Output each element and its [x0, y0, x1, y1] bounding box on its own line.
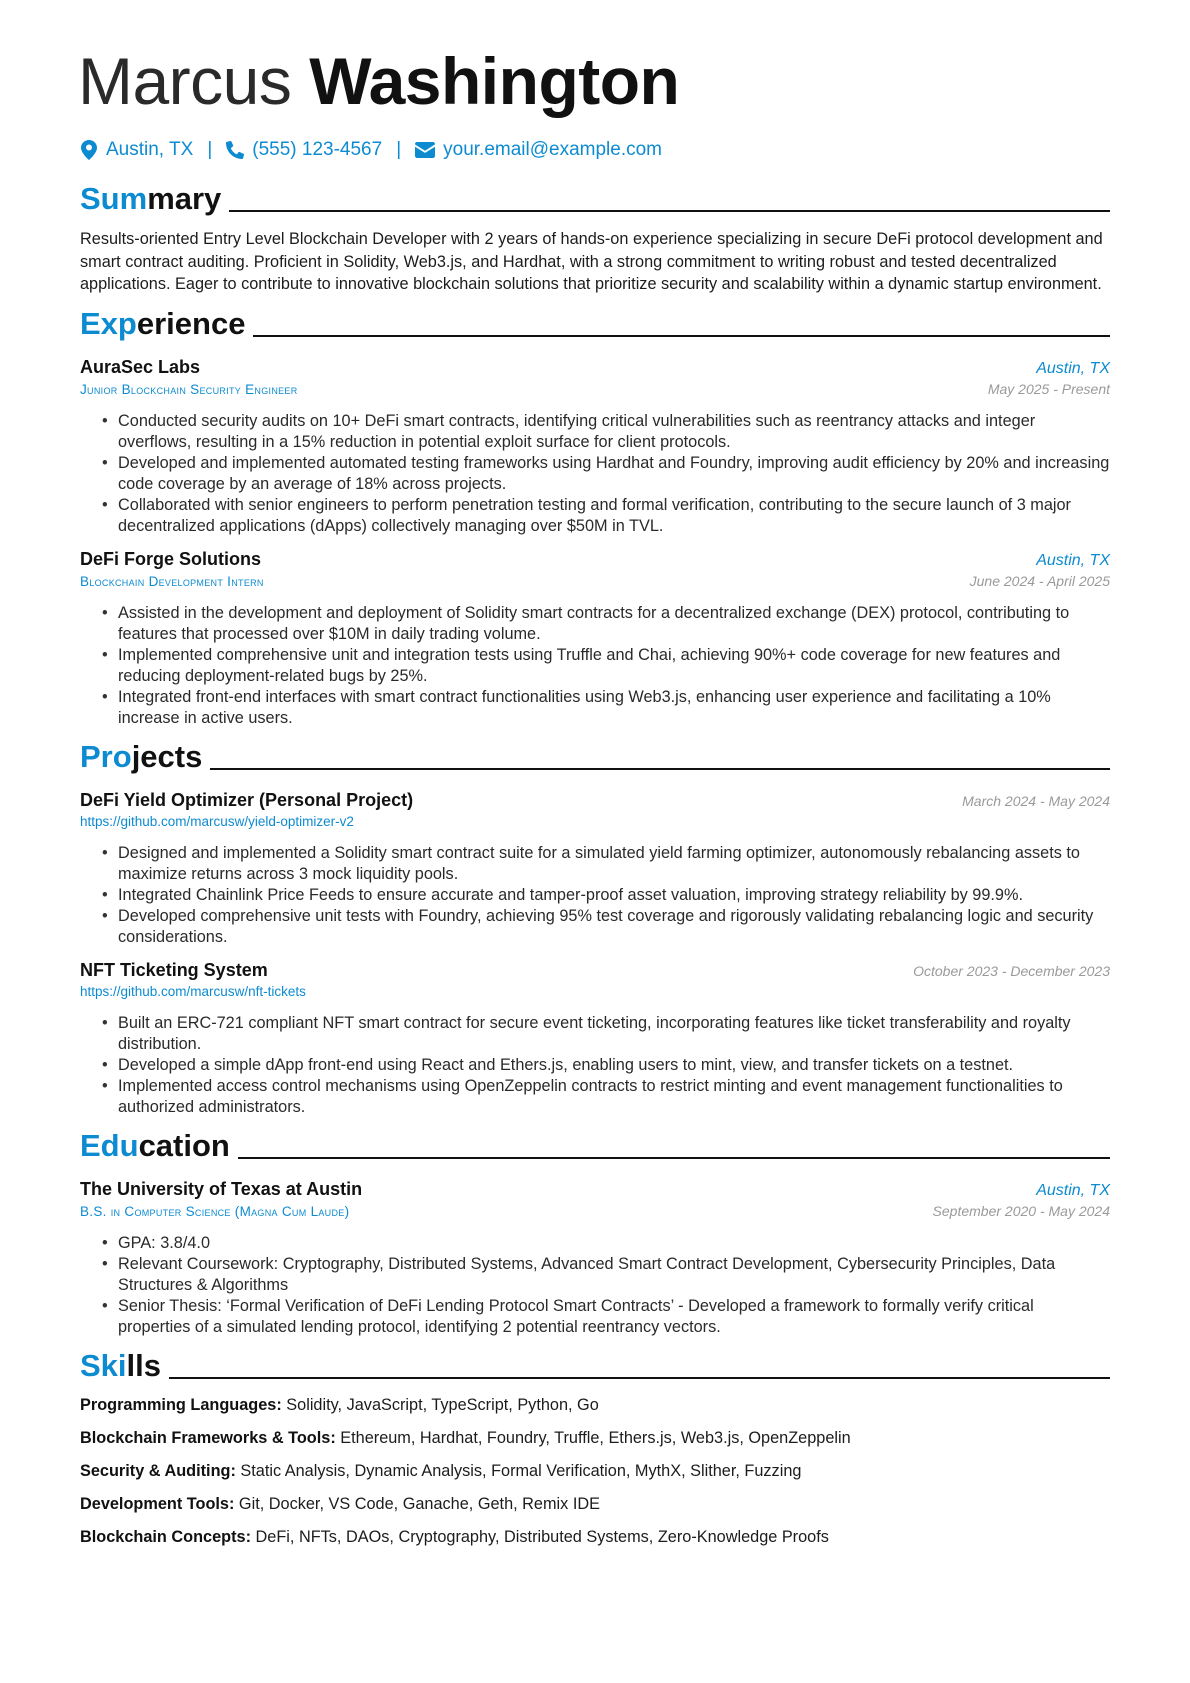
- project-link[interactable]: https://github.com/marcusw/yield-optimizer-v2: [80, 813, 354, 829]
- skill-row: [80, 1527, 1110, 1548]
- section-rule: [253, 335, 1110, 337]
- education-entry: [80, 1179, 1110, 1338]
- job-location: Austin, TX: [1036, 551, 1110, 569]
- contact-separator: |: [207, 139, 213, 160]
- skills-list: [80, 1395, 1110, 1548]
- phone-text[interactable]: (555) 123-4567: [252, 139, 383, 160]
- job-dates: June 2024 - April 2025: [969, 572, 1110, 589]
- map-marker-icon: [80, 140, 98, 160]
- section-heading-experience: Experience: [80, 308, 1110, 339]
- project-bullets: [80, 843, 1110, 948]
- job-location: Austin, TX: [1036, 359, 1110, 377]
- candidate-name: [78, 44, 1110, 118]
- company-name: AuraSec Labs: [80, 356, 201, 377]
- job-title: Blockchain Development Intern: [80, 573, 264, 589]
- email-text[interactable]: your.email@example.com: [443, 139, 662, 160]
- section-rule: [238, 1157, 1110, 1159]
- degree: B.S. in Computer Science (Magna Cum Laude): [80, 1203, 350, 1219]
- project-dates: October 2023 - December 2023: [913, 962, 1110, 979]
- bullet-item: • Built an ERC-721 compliant NFT smart contract for secure event ticketing, incorporating features like ticket transferability and royalty distribution.: [118, 1013, 1110, 1055]
- contact-phone[interactable]: [226, 139, 382, 161]
- phone-icon: [226, 140, 244, 160]
- skill-row: [80, 1428, 1110, 1449]
- school-location: Austin, TX: [1036, 1181, 1110, 1199]
- skill-label: Security & Auditing:: [80, 1461, 236, 1480]
- company-name: DeFi Forge Solutions: [80, 548, 262, 569]
- job-bullets: [80, 411, 1110, 537]
- project-link[interactable]: https://github.com/marcusw/nft-tickets: [80, 983, 306, 999]
- bullet-item: • Implemented access control mechanisms using OpenZeppelin contracts to restrict minting and event management functionalities to authorized administrators.: [118, 1076, 1110, 1118]
- bullet-item: • Integrated Chainlink Price Feeds to ensure accurate and tamper-proof asset valuation, improving strategy reliability by 99.9%.: [118, 885, 1110, 906]
- job-bullets: [80, 603, 1110, 729]
- skill-row: [80, 1395, 1110, 1416]
- bullet-item: • Developed a simple dApp front-end using React and Ethers.js, enabling users to mint, view, and transfer tickets on a testnet.: [118, 1055, 1110, 1076]
- skill-value: DeFi, NFTs, DAOs, Cryptography, Distributed Systems, Zero-Knowledge Proofs: [255, 1527, 829, 1546]
- skill-value: Static Analysis, Dynamic Analysis, Formal Verification, MythX, Slither, Fuzzing: [240, 1461, 802, 1480]
- section-rule: [169, 1377, 1110, 1379]
- project-bullets: [80, 1013, 1110, 1118]
- section-heading-education: Education: [80, 1130, 1110, 1161]
- skill-value: Solidity, JavaScript, TypeScript, Python, Go: [286, 1395, 599, 1414]
- location-text: Austin, TX: [106, 139, 194, 160]
- bullet-item: • Implemented comprehensive unit and integration tests using Truffle and Chai, achieving 90%+ code coverage for new features and reducing deployment-related bugs by 25%.: [118, 645, 1110, 687]
- education-bullets: [80, 1233, 1110, 1338]
- contact-line: [80, 139, 1110, 161]
- project-entry: [80, 960, 1110, 1118]
- bullet-item: • Assisted in the development and deployment of Solidity smart contracts for a decentralized exchange (DEX) protocol, contributing to features that processed over $10M in daily trading volume.: [118, 603, 1110, 645]
- skill-label: Development Tools:: [80, 1494, 235, 1513]
- project-title: DeFi Yield Optimizer (Personal Project): [80, 789, 414, 810]
- skill-label: Blockchain Concepts:: [80, 1527, 251, 1546]
- job-title: Junior Blockchain Security Engineer: [80, 381, 298, 397]
- contact-email[interactable]: [415, 139, 662, 161]
- bullet-item: • Developed and implemented automated testing frameworks using Hardhat and Foundry, improving audit efficiency by 20% and increasing code coverage by an average of 18% across projects.: [118, 453, 1110, 495]
- first-name: Marcus: [78, 44, 292, 118]
- project-title: NFT Ticketing System: [80, 959, 268, 980]
- education-dates: September 2020 - May 2024: [932, 1202, 1110, 1219]
- skill-row: [80, 1461, 1110, 1482]
- bullet-item: • Collaborated with senior engineers to perform penetration testing and formal verification, contributing to the secure launch of 3 major decentralized applications (dApps) collectively managing over $50M in TVL.: [118, 495, 1110, 537]
- contact-separator: |: [396, 139, 402, 160]
- skill-row: [80, 1494, 1110, 1515]
- project-entry: [80, 790, 1110, 948]
- bullet-item: • Designed and implemented a Solidity smart contract suite for a simulated yield farming optimizer, autonomously rebalancing assets to maximize returns across 3 mock liquidity pools.: [118, 843, 1110, 885]
- bullet-item: • Conducted security audits on 10+ DeFi smart contracts, identifying critical vulnerabilities such as reentrancy attacks and integer overflows, resulting in a 15% reduction in potential exploit surface for client protocols.: [118, 411, 1110, 453]
- experience-entry: [80, 549, 1110, 729]
- section-heading-skills: Skills: [80, 1350, 1110, 1381]
- skill-value: Git, Docker, VS Code, Ganache, Geth, Remix IDE: [238, 1494, 600, 1513]
- section-heading-summary: Summary: [80, 183, 1110, 214]
- bullet-item: • Relevant Coursework: Cryptography, Distributed Systems, Advanced Smart Contract Development, Cybersecurity Principles, Data Structures & Algorithms: [118, 1254, 1110, 1296]
- section-rule: [210, 768, 1110, 770]
- experience-entry: [80, 357, 1110, 537]
- school-name: The University of Texas at Austin: [80, 1178, 363, 1199]
- last-name: Washington: [309, 44, 680, 118]
- envelope-icon: [415, 142, 435, 158]
- skill-value: Ethereum, Hardhat, Foundry, Truffle, Ethers.js, Web3.js, OpenZeppelin: [340, 1428, 851, 1447]
- project-dates: March 2024 - May 2024: [962, 792, 1110, 809]
- job-dates: May 2025 - Present: [987, 380, 1110, 397]
- section-heading-projects: Projects: [80, 741, 1110, 772]
- summary-text: Results-oriented Entry Level Blockchain Developer with 2 years of hands-on experience specializing in secure DeFi protocol development and smart contract auditing. Proficient in Solidity, Web3.js, and Hardhat, with a strong commitment to writing robust and tested decentralized applications. Eager to contribute to innovative blockchain solutions that prioritize security and scalability within a dynamic startup environment.: [80, 230, 1103, 294]
- bullet-item: • GPA: 3.8/4.0: [118, 1233, 1110, 1254]
- bullet-item: • Senior Thesis: ‘Formal Verification of DeFi Lending Protocol Smart Contracts’ - Developed a framework to formally verify critical properties of a simulated lending protocol, identifying 2 potential reentrancy vectors.: [118, 1296, 1110, 1338]
- skill-label: Programming Languages:: [80, 1395, 282, 1414]
- bullet-item: • Integrated front-end interfaces with smart contract functionalities using Web3.js, enhancing user experience and facilitating a 10% increase in active users.: [118, 687, 1110, 729]
- contact-location: [80, 139, 193, 161]
- skill-label: Blockchain Frameworks & Tools:: [80, 1428, 336, 1447]
- bullet-item: • Developed comprehensive unit tests with Foundry, achieving 95% test coverage and rigorously validating rebalancing logic and security considerations.: [118, 906, 1110, 948]
- section-rule: [229, 210, 1110, 212]
